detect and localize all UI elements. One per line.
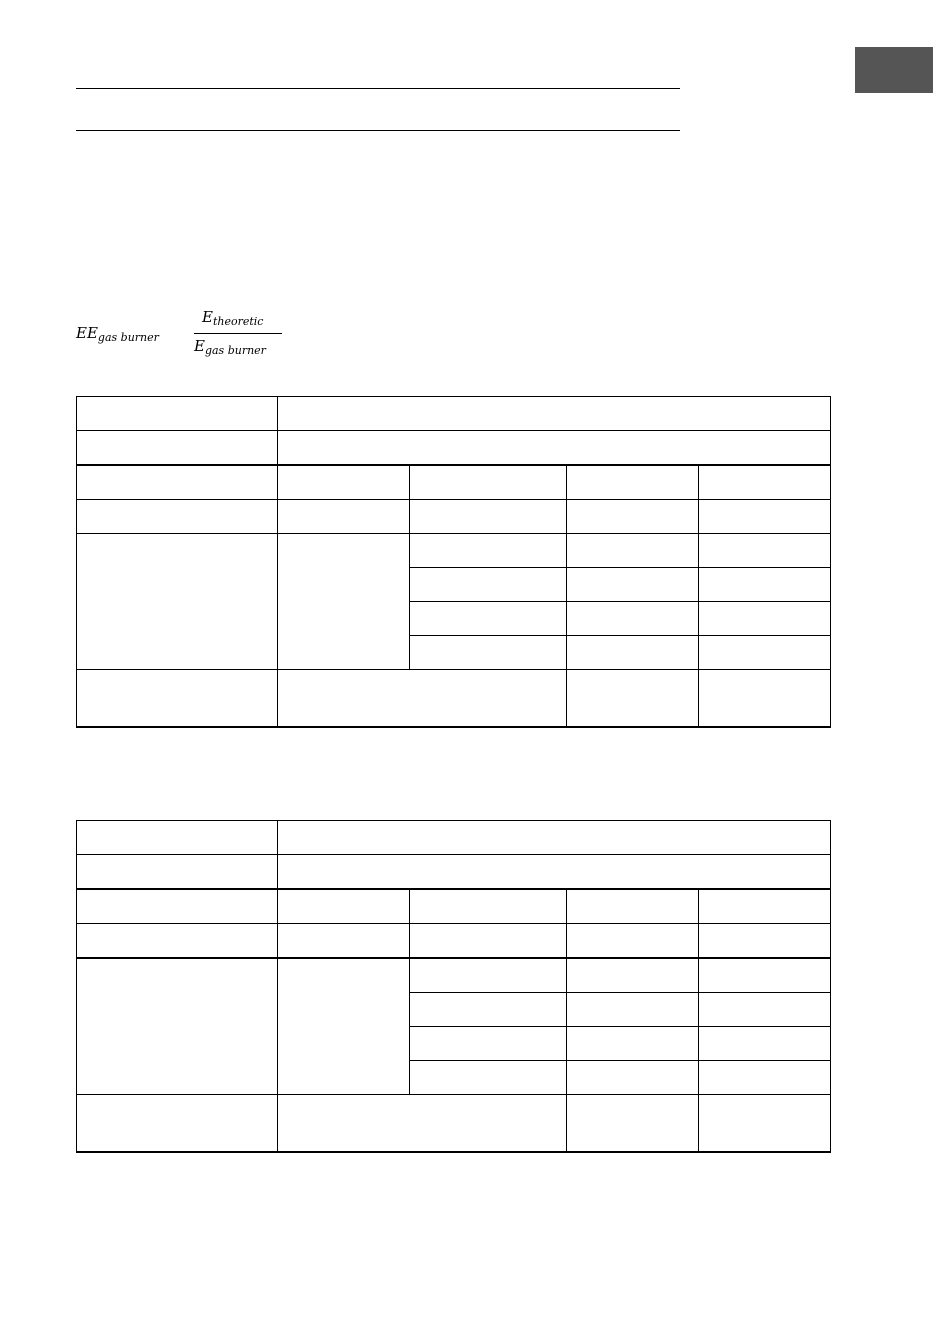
table-cell [699, 993, 831, 1027]
table-cell [410, 924, 567, 959]
table-cell [699, 1095, 831, 1153]
table-cell [410, 465, 567, 500]
table-cell [77, 1095, 278, 1153]
table-row [77, 397, 831, 431]
table-row [77, 889, 831, 924]
table-cell [278, 855, 831, 890]
table-cell [699, 1027, 831, 1061]
table-cell [77, 821, 278, 855]
table-row [77, 855, 831, 890]
table-cell [410, 534, 567, 568]
table-row [77, 500, 831, 534]
table-cell [77, 431, 278, 466]
table-cell [699, 500, 831, 534]
table-cell [567, 500, 699, 534]
table-cell [699, 924, 831, 959]
table-cell [567, 534, 699, 568]
header-rule-top [76, 88, 680, 89]
table-cell [77, 924, 278, 959]
table-cell [699, 670, 831, 728]
table-cell [410, 500, 567, 534]
table-cell [699, 568, 831, 602]
table-cell [410, 568, 567, 602]
table-cell [567, 465, 699, 500]
language-tab [855, 47, 933, 93]
formula-denominator: $E_{gas burner}$ [194, 337, 266, 357]
table-cell [278, 670, 567, 728]
header-rule-bottom [76, 130, 680, 131]
table-cell [410, 636, 567, 670]
fraction-bar [194, 333, 282, 334]
table-cell [567, 993, 699, 1027]
spec-table-2 [76, 820, 831, 1153]
table-row [77, 465, 831, 500]
table-cell [278, 924, 410, 959]
table-cell [567, 636, 699, 670]
table-row [77, 924, 831, 959]
table-cell [77, 500, 278, 534]
table-row [77, 821, 831, 855]
table-cell [699, 465, 831, 500]
table-cell [567, 670, 699, 728]
table-row [77, 670, 831, 728]
table-cell [278, 534, 410, 670]
table-cell [567, 958, 699, 993]
table-cell [77, 889, 278, 924]
table-cell [278, 821, 831, 855]
table-cell [567, 602, 699, 636]
table-cell [410, 958, 567, 993]
table-cell [699, 958, 831, 993]
formula-lhs: $EE_{gas burner}$ [76, 324, 159, 344]
table-cell [278, 397, 831, 431]
table-cell [278, 431, 831, 466]
table-cell [77, 397, 278, 431]
table-cell [567, 889, 699, 924]
table-cell [410, 889, 567, 924]
table-cell [699, 534, 831, 568]
table-row [77, 1095, 831, 1153]
table-cell [77, 958, 278, 1095]
table-cell [699, 889, 831, 924]
formula-numerator: $E_{theoretic}$ [202, 308, 264, 328]
table-cell [77, 855, 278, 890]
table-cell [567, 1095, 699, 1153]
table-cell [567, 924, 699, 959]
table-cell [699, 636, 831, 670]
spec-table-1 [76, 396, 831, 728]
table-cell [699, 602, 831, 636]
table-cell [278, 1095, 567, 1153]
table-cell [567, 568, 699, 602]
table-row [77, 958, 831, 993]
table-cell [77, 670, 278, 728]
table-cell [410, 602, 567, 636]
table-cell [77, 534, 278, 670]
table-cell [699, 1061, 831, 1095]
table-cell [278, 958, 410, 1095]
table-cell [567, 1027, 699, 1061]
table-cell [77, 465, 278, 500]
table-cell [278, 500, 410, 534]
table-row [77, 431, 831, 466]
table-cell [410, 993, 567, 1027]
table-cell [410, 1061, 567, 1095]
table-cell [278, 889, 410, 924]
table-cell [567, 1061, 699, 1095]
table-row [77, 534, 831, 568]
table-cell [278, 465, 410, 500]
table-cell [410, 1027, 567, 1061]
